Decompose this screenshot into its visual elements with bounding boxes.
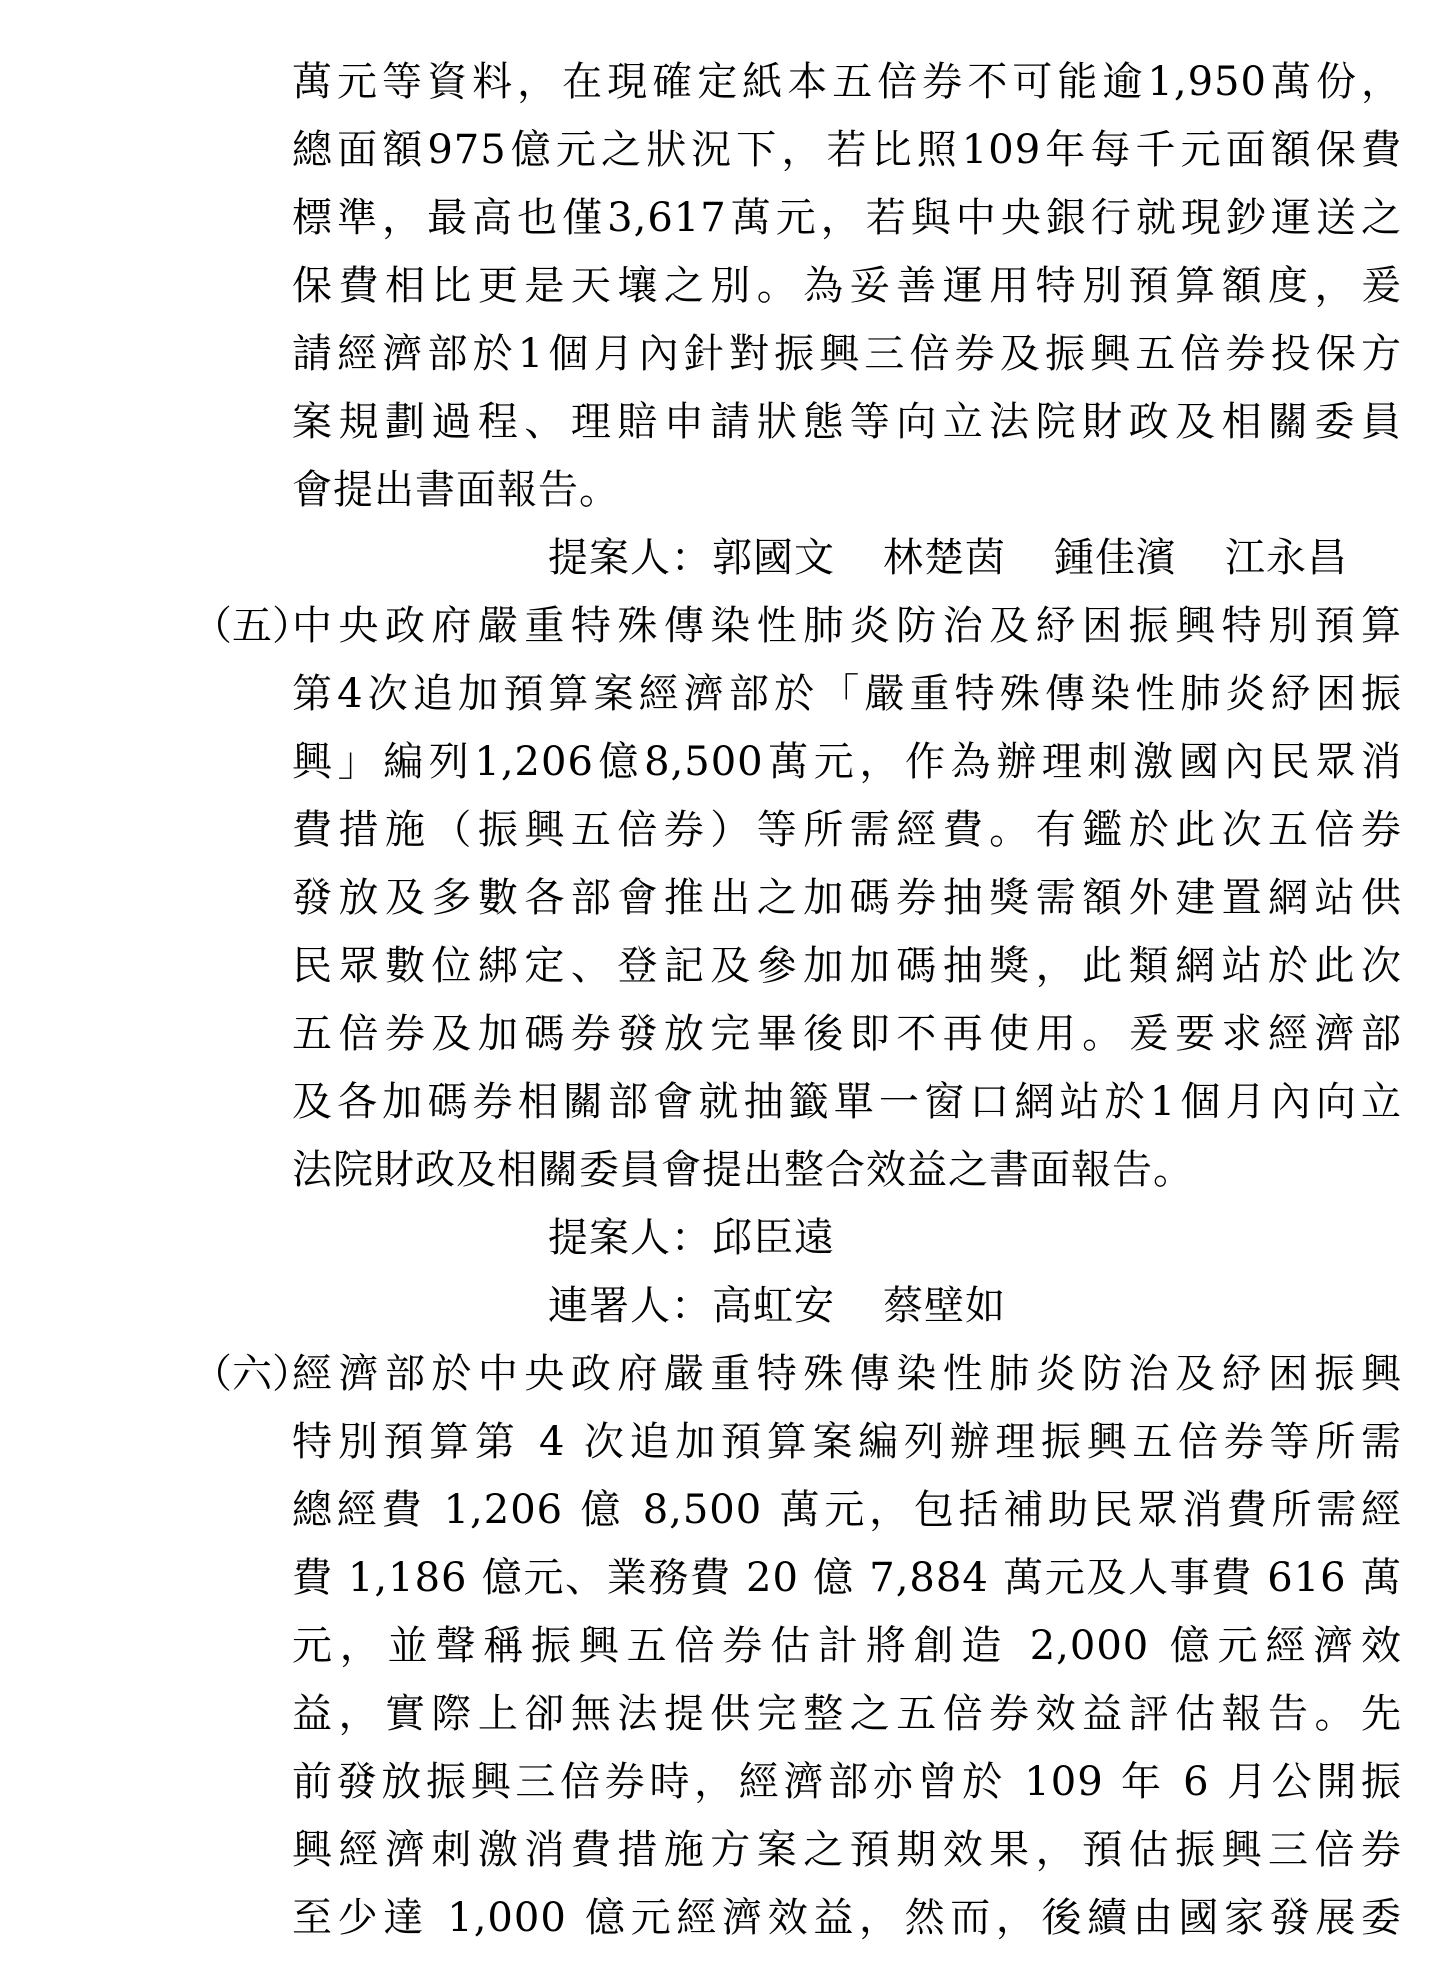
paragraph-line: 經濟部於中央政府嚴重特殊傳染性肺炎防治及紓困振興 (292, 1351, 1402, 1397)
cosigner-name: 蔡壁如 (883, 1283, 1006, 1329)
proposer-line (548, 1204, 835, 1272)
cosigner-name: 高虹安 (712, 1283, 835, 1329)
cosigner-label: 連署人： (548, 1283, 712, 1329)
paragraph-line: 五倍券及加碼券發放完畢後即不再使用。爰要求經濟部 (292, 1011, 1402, 1057)
proposer-name: 林楚茵 (883, 535, 1006, 581)
paragraph-line: 中央政府嚴重特殊傳染性肺炎防治及紓困振興特別預算 (292, 603, 1402, 649)
paragraph-line: 總經費 1,206 億 8,500 萬元，包括補助民眾消費所需經 (292, 1487, 1402, 1533)
paragraph-line: 特別預算第 4 次追加預算案編列辦理振興五倍券等所需 (292, 1419, 1402, 1465)
item-marker: （五） (192, 603, 312, 649)
paragraph-line: 保費相比更是天壤之別。為妥善運用特別預算額度，爰 (292, 263, 1402, 309)
proposer-name: 郭國文 (712, 535, 835, 581)
paragraph-line: 第4次追加預算案經濟部於「嚴重特殊傳染性肺炎紓困振 (292, 671, 1402, 717)
paragraph-line: 興」編列1,206億8,500萬元，作為辦理刺激國內民眾消 (292, 739, 1402, 785)
paragraph-line: 案規劃過程、理賠申請狀態等向立法院財政及相關委員 (292, 399, 1402, 445)
paragraph-line: 元，並聲稱振興五倍券估計將創造 2,000 億元經濟效 (292, 1623, 1402, 1669)
proposer-name: 鍾佳濱 (1054, 535, 1177, 581)
paragraph-line: 民眾數位綁定、登記及參加加碼抽獎，此類網站於此次 (292, 943, 1402, 989)
proposer-name: 江永昌 (1225, 535, 1348, 581)
paragraph-line: 會提出書面報告。 (292, 467, 620, 513)
paragraph-line: 益，實際上卻無法提供完整之五倍券效益評估報告。先 (292, 1691, 1402, 1737)
paragraph-line: 至少達 1,000 億元經濟效益，然而，後續由國家發展委 (292, 1895, 1402, 1941)
paragraph-line: 費措施（振興五倍券）等所需經費。有鑑於此次五倍券 (292, 807, 1402, 853)
paragraph-line: 前發放振興三倍券時，經濟部亦曾於 109 年 6 月公開振 (292, 1759, 1402, 1805)
proposer-line (548, 524, 1348, 592)
cosigner-line (548, 1272, 1006, 1340)
paragraph-line: 興經濟刺激消費措施方案之預期效果，預估振興三倍券 (292, 1827, 1402, 1873)
paragraph-line: 請經濟部於1個月內針對振興三倍券及振興五倍券投保方 (292, 331, 1402, 377)
paragraph-line: 萬元等資料，在現確定紙本五倍券不可能逾1,950萬份， (292, 59, 1402, 105)
proposer-name: 邱臣遠 (712, 1215, 835, 1261)
paragraph-line: 費 1,186 億元、業務費 20 億 7,884 萬元及人事費 616 萬 (292, 1555, 1402, 1601)
paragraph-line: 總面額975億元之狀況下，若比照109年每千元面額保費 (292, 127, 1402, 173)
paragraph-line: 標準，最高也僅3,617萬元，若與中央銀行就現鈔運送之 (292, 195, 1402, 241)
proposer-label: 提案人： (548, 535, 712, 581)
paragraph-line: 發放及多數各部會推出之加碼券抽獎需額外建置網站供 (292, 875, 1402, 921)
item-marker: （六） (192, 1351, 312, 1397)
proposer-label: 提案人： (548, 1215, 712, 1261)
paragraph-line: 法院財政及相關委員會提出整合效益之書面報告。 (292, 1147, 1194, 1193)
paragraph-line: 及各加碼券相關部會就抽籤單一窗口網站於1個月內向立 (292, 1079, 1402, 1125)
